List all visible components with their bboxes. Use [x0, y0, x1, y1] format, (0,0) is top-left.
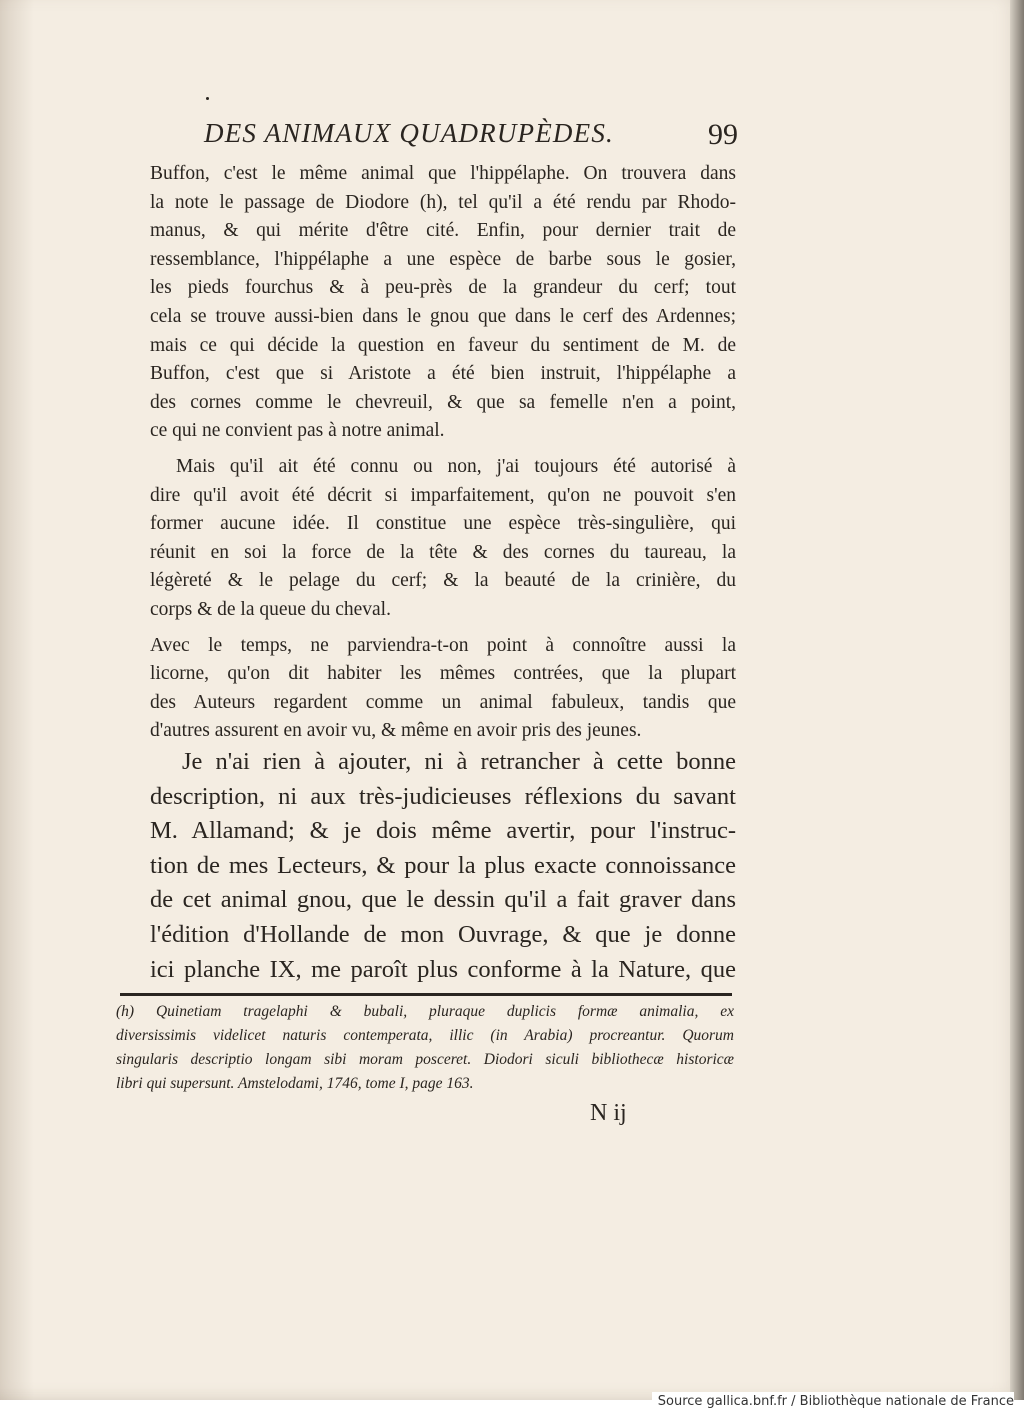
page-header [204, 118, 738, 158]
text-line: licorne, qu'on dit habiter les mêmes contrées, que la plupart [150, 663, 736, 685]
text-line: Buffon, c'est le même animal que l'hippélaphe. On trouvera dans [150, 163, 736, 184]
footnote-line: diversissimis videlicet naturis contemperata, illic (in Arabia) procreantur. Quorum [116, 1027, 734, 1044]
paragraph-1 [150, 160, 736, 446]
text-line: légèreté & le pelage du cerf; & la beauté de la crinière, du [150, 570, 736, 592]
page-edge [1010, 0, 1024, 1400]
text-line: manus, & qui mérite d'être cité. Enfin, pour dernier trait de [150, 220, 736, 242]
source-credit: Source gallica.bnf.fr / Bibliothèque nationale de France [652, 1392, 1014, 1409]
text-line: M. Allamand; & je dois même avertir, pour l'instruc- [150, 817, 736, 845]
text-line: de cet animal gnou, que le dessin qu'il a fait graver dans [150, 886, 736, 914]
footnote-rule [120, 993, 732, 996]
footnote [116, 1000, 734, 1096]
text-line: ce qui ne convient pas à notre animal. [150, 420, 445, 442]
text-line: réunit en soi la force de la tête & des cornes du taureau, la [150, 541, 736, 563]
text-line: la note le passage de Diodore (h), tel qu'il a été rendu par Rhodo- [150, 191, 736, 213]
text-line: des cornes comme le chevreuil, & que sa femelle n'en a point, [150, 391, 736, 413]
text-line: cela se trouve aussi-bien dans le gnou que dans le cerf des Ardennes; [150, 305, 736, 327]
paragraph-4 [150, 745, 736, 987]
signature-mark: N ij [590, 1100, 627, 1126]
text-line: des Auteurs regardent comme un animal fabuleux, tandis que [150, 691, 736, 713]
footnote-line: libri qui supersunt. Amstelodami, 1746, tome I, page 163. [116, 1075, 474, 1092]
body-text-large [150, 745, 736, 987]
text-line: Avec le temps, ne parviendra-t-on point à connoître aussi la [150, 634, 736, 656]
text-line: ici planche IX, me paroît plus conforme à la Nature, que [150, 955, 736, 983]
text-line: mais ce qui décide la question en faveur du sentiment de M. de [150, 334, 736, 356]
paragraph-3 [150, 632, 736, 746]
text-line: d'autres assurent en avoir vu, & même en avoir pris des jeunes. [150, 720, 642, 742]
text-line: tion de mes Lecteurs, & pour la plus exacte connoissance [150, 851, 736, 879]
text-line: former aucune idée. Il constitue une espèce très-singulière, qui [150, 513, 736, 535]
text-line: Je n'ai rien à ajouter, ni à retrancher à cette bonne [182, 748, 736, 775]
text-line: description, ni aux très-judicieuses réflexions du savant [150, 782, 736, 810]
paragraph-2 [150, 453, 736, 625]
page-number: 99 [708, 118, 738, 151]
text-line: les pieds fourchus & à peu-près de la grandeur du cerf; tout [150, 277, 736, 299]
text-line: Mais qu'il ait été connu ou non, j'ai toujours été autorisé à [176, 455, 736, 477]
text-line: corps & de la queue du cheval. [150, 598, 391, 620]
footnote-line: singularis descriptio longam sibi moram posceret. Diodori siculi bibliothecæ historicæ [116, 1051, 734, 1068]
body-text-small [150, 160, 736, 746]
page-spine-shadow [0, 0, 34, 1400]
running-head: DES ANIMAUX QUADRUPÈDES. [204, 118, 614, 148]
text-line: ressemblance, l'hippélaphe a une espèce de barbe sous le gosier, [150, 248, 736, 270]
footnote-line: (h) Quinetiam tragelaphi & bubali, pluraque duplicis formæ animalia, ex [116, 1003, 734, 1020]
ink-dot [206, 97, 209, 100]
text-line: Buffon, c'est que si Aristote a été bien instruit, l'hippélaphe a [150, 363, 736, 385]
text-line: dire qu'il avoit été décrit si imparfaitement, qu'on ne pouvoit s'en [150, 484, 736, 506]
text-line: l'édition d'Hollande de mon Ouvrage, & que je donne [150, 920, 736, 948]
